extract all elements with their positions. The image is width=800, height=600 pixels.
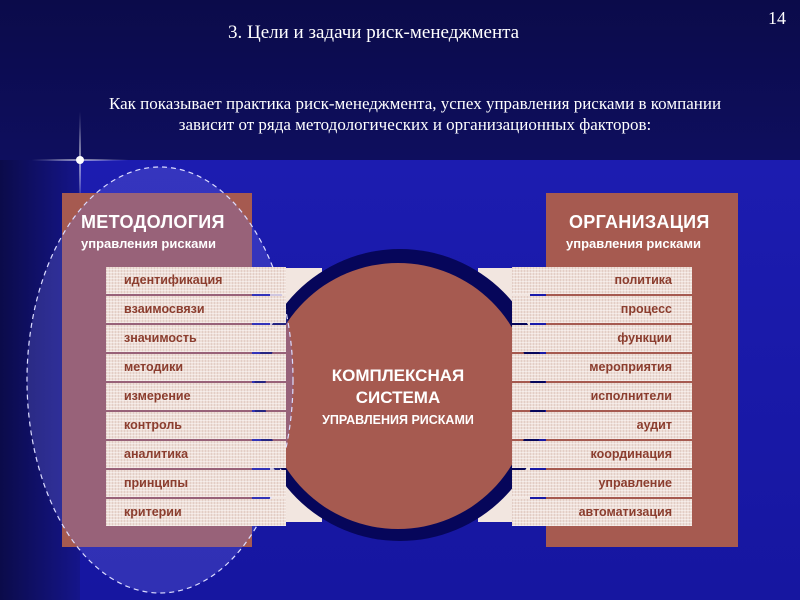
methodology-item: критерии: [106, 499, 286, 526]
intro-line-2: зависит от ряда методологических и организационных факторов:: [178, 115, 652, 134]
page-number: 14: [768, 8, 786, 28]
intro-line-1: Как показывает практика риск-менеджмента, успех управления рисками в компании: [108, 94, 722, 113]
organization-item: функции: [512, 325, 692, 352]
organization-item: аудит: [512, 412, 692, 439]
organization-item: мероприятия: [512, 354, 692, 381]
methodology-item: аналитика: [106, 441, 286, 468]
methodology-title: МЕТОДОЛОГИЯ: [81, 212, 225, 232]
center-label-line-2: СИСТЕМА: [355, 388, 441, 407]
center-label-line-3: УПРАВЛЕНИЯ РИСКАМИ: [322, 413, 474, 427]
methodology-item: измерение: [106, 383, 286, 410]
organization-item: управление: [512, 470, 692, 497]
methodology-subtitle: управления рисками: [81, 236, 216, 251]
methodology-item: взаимосвязи: [106, 296, 286, 323]
methodology-list: [106, 267, 286, 528]
slide-title: 3. Цели и задачи риск-менеджмента: [228, 22, 520, 43]
organization-title: ОРГАНИЗАЦИЯ: [569, 212, 710, 232]
organization-item: политика: [512, 267, 692, 294]
methodology-item: значимость: [106, 325, 286, 352]
organization-subtitle: управления рисками: [566, 236, 701, 251]
methodology-item: методики: [106, 354, 286, 381]
methodology-item: идентификация: [106, 267, 286, 294]
center-label-line-1: КОМПЛЕКСНАЯ: [331, 366, 465, 385]
organization-item: координация: [512, 441, 692, 468]
organization-item: исполнители: [512, 383, 692, 410]
methodology-item: принципы: [106, 470, 286, 497]
organization-list: [512, 267, 692, 528]
organization-item: процесс: [512, 296, 692, 323]
organization-item: автоматизация: [512, 499, 692, 526]
methodology-item: контроль: [106, 412, 286, 439]
